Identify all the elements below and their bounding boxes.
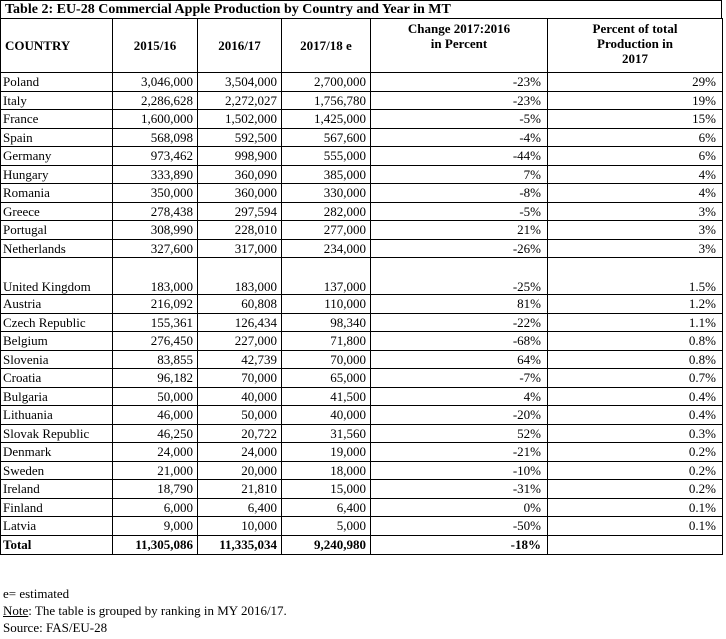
share-percent: 0.4% bbox=[548, 406, 723, 425]
value-2017-18: 31,560 bbox=[282, 424, 371, 443]
value-2016-17: 360,000 bbox=[198, 184, 282, 203]
table-row bbox=[1, 258, 723, 295]
share-percent: 1.2% bbox=[548, 295, 723, 314]
table-row bbox=[1, 295, 723, 314]
country-cell: Poland bbox=[1, 73, 113, 92]
value-2016-17: 227,000 bbox=[198, 332, 282, 351]
change-percent: 0% bbox=[371, 498, 548, 517]
country-cell: Hungary bbox=[1, 165, 113, 184]
value-2015-16: 276,450 bbox=[113, 332, 198, 351]
country-cell: Greece bbox=[1, 202, 113, 221]
country-cell: United Kingdom bbox=[1, 258, 113, 295]
share-percent: 1.5% bbox=[548, 258, 723, 295]
table-row bbox=[1, 517, 723, 536]
header-row bbox=[1, 19, 723, 73]
country-cell: Romania bbox=[1, 184, 113, 203]
country-cell: Croatia bbox=[1, 369, 113, 388]
value-2017-18: 1,425,000 bbox=[282, 110, 371, 129]
change-percent: -50% bbox=[371, 517, 548, 536]
value-2015-16: 155,361 bbox=[113, 313, 198, 332]
table-row bbox=[1, 110, 723, 129]
value-2017-18: 2,700,000 bbox=[282, 73, 371, 92]
change-percent: 4% bbox=[371, 387, 548, 406]
share-percent: 0.2% bbox=[548, 480, 723, 499]
table-row bbox=[1, 332, 723, 351]
change-percent: 7% bbox=[371, 165, 548, 184]
note-label: Note bbox=[3, 603, 29, 618]
header-change: Change 2017:2016 in Percent bbox=[371, 19, 548, 73]
table-row bbox=[1, 350, 723, 369]
value-2015-16: 350,000 bbox=[113, 184, 198, 203]
table-body bbox=[1, 73, 723, 555]
table-row bbox=[1, 221, 723, 240]
value-2017-18: 6,400 bbox=[282, 498, 371, 517]
change-percent: -5% bbox=[371, 202, 548, 221]
value-2015-16: 18,790 bbox=[113, 480, 198, 499]
table-row bbox=[1, 184, 723, 203]
country-cell: Ireland bbox=[1, 480, 113, 499]
change-percent: -26% bbox=[371, 239, 548, 258]
value-2017-18: 137,000 bbox=[282, 258, 371, 295]
total-row bbox=[1, 535, 723, 554]
header-country: COUNTRY bbox=[1, 19, 113, 73]
table-row bbox=[1, 498, 723, 517]
country-cell: Netherlands bbox=[1, 239, 113, 258]
change-percent: -44% bbox=[371, 147, 548, 166]
country-cell: Belgium bbox=[1, 332, 113, 351]
share-percent: 0.7% bbox=[548, 369, 723, 388]
share-percent: 0.2% bbox=[548, 461, 723, 480]
table-title: Table 2: EU-28 Commercial Apple Production by Country and Year in MT bbox=[0, 0, 722, 18]
share-percent: 4% bbox=[548, 165, 723, 184]
table-row bbox=[1, 128, 723, 147]
table-row bbox=[1, 387, 723, 406]
country-cell: Germany bbox=[1, 147, 113, 166]
share-percent: 19% bbox=[548, 91, 723, 110]
table-row bbox=[1, 424, 723, 443]
value-2015-16: 183,000 bbox=[113, 258, 198, 295]
country-cell: Finland bbox=[1, 498, 113, 517]
value-2016-17: 360,090 bbox=[198, 165, 282, 184]
value-2017-18: 282,000 bbox=[282, 202, 371, 221]
country-cell: Spain bbox=[1, 128, 113, 147]
table-row bbox=[1, 91, 723, 110]
value-2017-18: 277,000 bbox=[282, 221, 371, 240]
value-2016-17: 10,000 bbox=[198, 517, 282, 536]
share-percent: 0.8% bbox=[548, 332, 723, 351]
value-2017-18: 234,000 bbox=[282, 239, 371, 258]
value-2015-16: 308,990 bbox=[113, 221, 198, 240]
country-cell: Czech Republic bbox=[1, 313, 113, 332]
country-cell: Slovenia bbox=[1, 350, 113, 369]
value-2017-18: 65,000 bbox=[282, 369, 371, 388]
value-2016-17: 297,594 bbox=[198, 202, 282, 221]
country-cell: Italy bbox=[1, 91, 113, 110]
table-row bbox=[1, 443, 723, 462]
value-2016-17: 1,502,000 bbox=[198, 110, 282, 129]
value-2017-18: 19,000 bbox=[282, 443, 371, 462]
value-2015-16: 21,000 bbox=[113, 461, 198, 480]
share-percent bbox=[548, 535, 723, 554]
value-2016-17: 183,000 bbox=[198, 258, 282, 295]
table-notes bbox=[3, 585, 287, 636]
value-2015-16: 973,462 bbox=[113, 147, 198, 166]
value-2015-16: 333,890 bbox=[113, 165, 198, 184]
country-cell: Latvia bbox=[1, 517, 113, 536]
value-2015-16: 568,098 bbox=[113, 128, 198, 147]
value-2016-17: 228,010 bbox=[198, 221, 282, 240]
value-2015-16: 11,305,086 bbox=[113, 535, 198, 554]
table-row bbox=[1, 406, 723, 425]
share-percent: 0.2% bbox=[548, 443, 723, 462]
share-percent: 3% bbox=[548, 202, 723, 221]
table-row bbox=[1, 165, 723, 184]
value-2015-16: 1,600,000 bbox=[113, 110, 198, 129]
table-row bbox=[1, 369, 723, 388]
header-2017-18: 2017/18 e bbox=[282, 19, 371, 73]
share-percent: 15% bbox=[548, 110, 723, 129]
country-cell: Slovak Republic bbox=[1, 424, 113, 443]
value-2015-16: 6,000 bbox=[113, 498, 198, 517]
change-percent: 64% bbox=[371, 350, 548, 369]
change-percent: -10% bbox=[371, 461, 548, 480]
change-percent: -4% bbox=[371, 128, 548, 147]
source-note: Source: FAS/EU-28 bbox=[3, 620, 108, 635]
value-2015-16: 278,438 bbox=[113, 202, 198, 221]
change-percent: -31% bbox=[371, 480, 548, 499]
value-2017-18: 70,000 bbox=[282, 350, 371, 369]
value-2015-16: 83,855 bbox=[113, 350, 198, 369]
value-2016-17: 2,272,027 bbox=[198, 91, 282, 110]
share-percent: 0.3% bbox=[548, 424, 723, 443]
header-2016-17: 2016/17 bbox=[198, 19, 282, 73]
value-2016-17: 40,000 bbox=[198, 387, 282, 406]
header-share: Percent of total Production in 2017 bbox=[548, 19, 723, 73]
country-cell: Sweden bbox=[1, 461, 113, 480]
table-row bbox=[1, 461, 723, 480]
country-cell: Lithuania bbox=[1, 406, 113, 425]
table-row bbox=[1, 313, 723, 332]
value-2016-17: 592,500 bbox=[198, 128, 282, 147]
share-percent: 0.8% bbox=[548, 350, 723, 369]
table-row bbox=[1, 73, 723, 92]
share-percent: 0.4% bbox=[548, 387, 723, 406]
value-2017-18: 567,600 bbox=[282, 128, 371, 147]
change-percent: -22% bbox=[371, 313, 548, 332]
value-2017-18: 5,000 bbox=[282, 517, 371, 536]
value-2017-18: 555,000 bbox=[282, 147, 371, 166]
share-percent: 6% bbox=[548, 147, 723, 166]
table-row bbox=[1, 202, 723, 221]
value-2017-18: 71,800 bbox=[282, 332, 371, 351]
value-2015-16: 216,092 bbox=[113, 295, 198, 314]
change-percent: -21% bbox=[371, 443, 548, 462]
country-cell: France bbox=[1, 110, 113, 129]
value-2016-17: 3,504,000 bbox=[198, 73, 282, 92]
value-2017-18: 40,000 bbox=[282, 406, 371, 425]
value-2016-17: 70,000 bbox=[198, 369, 282, 388]
value-2017-18: 15,000 bbox=[282, 480, 371, 499]
note-text: : The table is grouped by ranking in MY 2016/17. bbox=[28, 603, 287, 618]
value-2015-16: 3,046,000 bbox=[113, 73, 198, 92]
share-percent: 4% bbox=[548, 184, 723, 203]
change-percent: -23% bbox=[371, 91, 548, 110]
value-2017-18: 385,000 bbox=[282, 165, 371, 184]
grouping-note bbox=[3, 602, 287, 619]
value-2016-17: 317,000 bbox=[198, 239, 282, 258]
production-table bbox=[0, 18, 723, 555]
value-2017-18: 18,000 bbox=[282, 461, 371, 480]
value-2015-16: 24,000 bbox=[113, 443, 198, 462]
value-2015-16: 9,000 bbox=[113, 517, 198, 536]
value-2015-16: 50,000 bbox=[113, 387, 198, 406]
share-percent: 0.1% bbox=[548, 498, 723, 517]
value-2016-17: 20,000 bbox=[198, 461, 282, 480]
share-percent: 6% bbox=[548, 128, 723, 147]
change-percent: -23% bbox=[371, 73, 548, 92]
change-percent: 52% bbox=[371, 424, 548, 443]
estimated-note: e= estimated bbox=[3, 586, 70, 601]
header-2015-16: 2015/16 bbox=[113, 19, 198, 73]
change-percent: -7% bbox=[371, 369, 548, 388]
table-row bbox=[1, 239, 723, 258]
change-percent: -68% bbox=[371, 332, 548, 351]
value-2016-17: 24,000 bbox=[198, 443, 282, 462]
country-cell: Denmark bbox=[1, 443, 113, 462]
change-percent: 21% bbox=[371, 221, 548, 240]
value-2016-17: 50,000 bbox=[198, 406, 282, 425]
table-row bbox=[1, 147, 723, 166]
change-percent: -25% bbox=[371, 258, 548, 295]
value-2015-16: 96,182 bbox=[113, 369, 198, 388]
value-2016-17: 126,434 bbox=[198, 313, 282, 332]
table-row bbox=[1, 480, 723, 499]
share-percent: 1.1% bbox=[548, 313, 723, 332]
country-cell: Bulgaria bbox=[1, 387, 113, 406]
value-2016-17: 998,900 bbox=[198, 147, 282, 166]
change-percent: -8% bbox=[371, 184, 548, 203]
value-2017-18: 110,000 bbox=[282, 295, 371, 314]
country-cell: Austria bbox=[1, 295, 113, 314]
value-2017-18: 1,756,780 bbox=[282, 91, 371, 110]
change-percent: -5% bbox=[371, 110, 548, 129]
value-2016-17: 11,335,034 bbox=[198, 535, 282, 554]
share-percent: 29% bbox=[548, 73, 723, 92]
value-2015-16: 46,250 bbox=[113, 424, 198, 443]
change-percent: -20% bbox=[371, 406, 548, 425]
value-2015-16: 2,286,628 bbox=[113, 91, 198, 110]
share-percent: 3% bbox=[548, 239, 723, 258]
value-2016-17: 42,739 bbox=[198, 350, 282, 369]
country-cell: Portugal bbox=[1, 221, 113, 240]
value-2017-18: 330,000 bbox=[282, 184, 371, 203]
share-percent: 0.1% bbox=[548, 517, 723, 536]
value-2017-18: 9,240,980 bbox=[282, 535, 371, 554]
change-percent: -18% bbox=[371, 535, 548, 554]
country-cell: Total bbox=[1, 535, 113, 554]
change-percent: 81% bbox=[371, 295, 548, 314]
share-percent: 3% bbox=[548, 221, 723, 240]
value-2016-17: 6,400 bbox=[198, 498, 282, 517]
value-2017-18: 41,500 bbox=[282, 387, 371, 406]
value-2016-17: 21,810 bbox=[198, 480, 282, 499]
value-2015-16: 46,000 bbox=[113, 406, 198, 425]
value-2016-17: 20,722 bbox=[198, 424, 282, 443]
value-2017-18: 98,340 bbox=[282, 313, 371, 332]
value-2016-17: 60,808 bbox=[198, 295, 282, 314]
value-2015-16: 327,600 bbox=[113, 239, 198, 258]
